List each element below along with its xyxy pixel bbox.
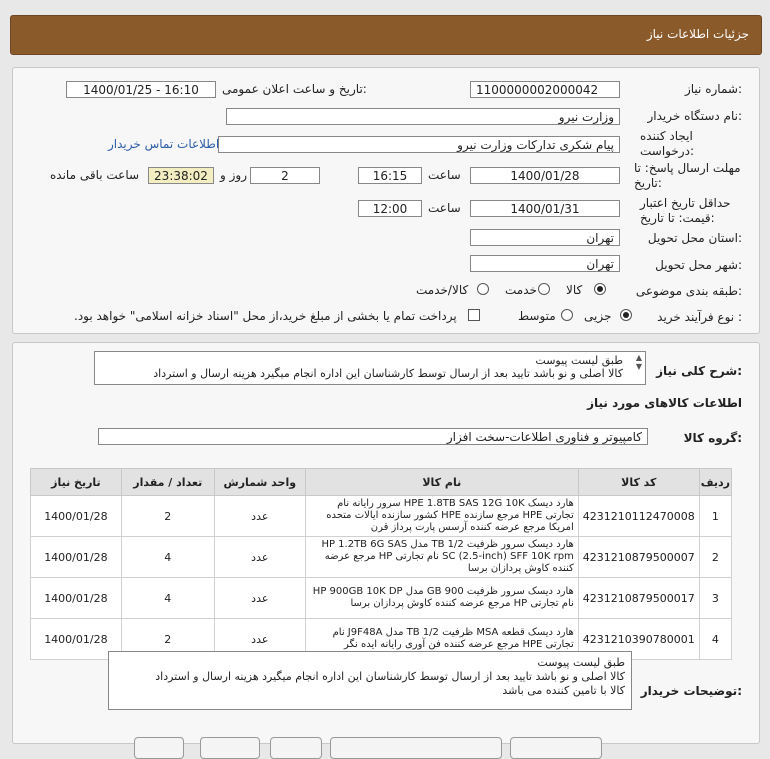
description-line-2: کالا اصلی و نو باشد تایید بعد از ارسال توسط کارشناسان این اداره انجام میگیرد هزینه ارسال و استرداد xyxy=(153,367,623,380)
category-label: طبقه بندی موضوعی: xyxy=(635,284,742,298)
category-option-goods: کالا xyxy=(566,283,583,297)
buyer-notes-line-2: کالا اصلی و نو باشد تایید بعد از ارسال توسط کارشناسان این اداره انجام میگیرد هزینه ارسال و استرداد xyxy=(155,670,625,683)
province-field: تهران xyxy=(470,229,620,246)
buyer-org-label: نام دستگاه خریدار: xyxy=(647,109,742,123)
item-unit: عدد xyxy=(214,537,305,578)
item-date: 1400/01/28 xyxy=(31,496,122,537)
description-line-1: طبق لیست پیوست xyxy=(535,354,623,367)
category-radio-service[interactable] xyxy=(538,283,550,295)
description-textarea[interactable] xyxy=(94,351,646,385)
item-code: 4231210390780001 xyxy=(578,619,699,660)
col-qty: تعداد / مقدار xyxy=(121,469,214,496)
item-unit: عدد xyxy=(214,578,305,619)
creator-field: پیام شکری تدارکات وزارت نیرو xyxy=(218,136,620,153)
item-date: 1400/01/28 xyxy=(31,537,122,578)
validity-label: حداقل تاریخ اعتبار قیمت: تا تاریخ: xyxy=(640,196,731,225)
buyer-contact-link[interactable]: اطلاعات تماس خریدار xyxy=(108,137,220,151)
process-label: نوع فرآیند خرید : xyxy=(657,310,742,324)
item-name: هارد دیسک سرور ظرفیت 1/2 TB مدل HP 1.2TB 6G SAS SC (2.5-inch) SFF 10K rpm نام تجارتی HP مرجع عرضه کننده کاوش پردازان برسا xyxy=(305,537,578,578)
action-button-4[interactable] xyxy=(330,737,502,759)
announce-label: تاریخ و ساعت اعلان عمومی: xyxy=(222,82,367,96)
action-button-2[interactable] xyxy=(200,737,260,759)
goods-group-field: کامپیوتر و فناوری اطلاعات-سخت افزار xyxy=(98,428,648,445)
col-name: نام کالا xyxy=(305,469,578,496)
item-code: 4231210112470008 xyxy=(578,496,699,537)
days-label: روز و xyxy=(220,168,247,182)
item-qty: 4 xyxy=(121,537,214,578)
scroll-arrows-icon[interactable]: ▲ ▼ xyxy=(635,353,642,371)
item-name: هارد دیسک قطعه MSA ظرفیت 1/2 TB مدل J9F48A نام تجارتی HPE مرجع عرضه کننده فن آوری رایانه ایده نگر xyxy=(305,619,578,660)
process-radio-medium[interactable] xyxy=(561,309,573,321)
row-number: 3 xyxy=(699,578,731,619)
action-button-1[interactable] xyxy=(134,737,184,759)
buyer-notes-box xyxy=(108,651,632,710)
deadline-date-field: 1400/01/28 xyxy=(470,167,620,184)
payment-note: پرداخت تمام یا بخشی از مبلغ خرید،از محل "اسناد خزانه اسلامی" خواهد بود. xyxy=(74,309,457,323)
category-radio-both[interactable] xyxy=(477,283,489,295)
item-name: هارد دیسک سرور ظرفیت 900 GB مدل HP 900GB 10K DP نام تجارتی HP مرجع عرضه کننده کاوش پردازان برسا xyxy=(305,578,578,619)
col-code: کد کالا xyxy=(578,469,699,496)
announce-field: 1400/01/25 - 16:10 xyxy=(66,81,216,98)
page-title: جزئیات اطلاعات نیاز xyxy=(646,27,749,41)
buyer-notes-line-3: کالا با تامین کننده می باشد xyxy=(502,684,625,697)
item-code: 4231210879500007 xyxy=(578,537,699,578)
buyer-notes-line-1: طبق لیست پیوست xyxy=(537,656,625,669)
item-unit: عدد xyxy=(214,496,305,537)
table-row xyxy=(31,578,732,619)
goods-section-title: اطلاعات کالاهای مورد نیاز xyxy=(587,396,742,410)
city-label: شهر محل تحویل: xyxy=(655,258,742,272)
treasury-payment-checkbox[interactable] xyxy=(468,309,480,321)
city-field: تهران xyxy=(470,255,620,272)
row-number: 4 xyxy=(699,619,731,660)
deadline-label: مهلت ارسال پاسخ: تا تاریخ: xyxy=(634,161,741,190)
remaining-label: ساعت باقی مانده xyxy=(50,168,140,182)
process-option-medium: متوسط xyxy=(518,309,556,323)
category-radio-goods[interactable] xyxy=(594,283,606,295)
page-header xyxy=(10,15,762,55)
deadline-time-label: ساعت xyxy=(428,168,461,182)
process-radio-minor[interactable] xyxy=(620,309,632,321)
col-unit: واحد شمارش xyxy=(214,469,305,496)
item-qty: 2 xyxy=(121,619,214,660)
days-field: 2 xyxy=(250,167,320,184)
table-row xyxy=(31,496,732,537)
process-option-minor: جزیی xyxy=(584,309,612,323)
col-date: تاریخ نیاز xyxy=(31,469,122,496)
action-button-5[interactable] xyxy=(510,737,602,759)
item-date: 1400/01/28 xyxy=(31,578,122,619)
action-button-3[interactable] xyxy=(270,737,322,759)
deadline-time-field: 16:15 xyxy=(358,167,422,184)
buyer-org-field: وزارت نیرو xyxy=(226,108,620,125)
validity-time-label: ساعت xyxy=(428,201,461,215)
remaining-time-field: 23:38:02 xyxy=(148,167,214,184)
validity-time-field: 12:00 xyxy=(358,200,422,217)
item-qty: 4 xyxy=(121,578,214,619)
province-label: استان محل تحویل: xyxy=(647,231,742,245)
row-number: 2 xyxy=(699,537,731,578)
category-option-service: خدمت xyxy=(505,283,537,297)
category-option-both: کالا/خدمت xyxy=(416,283,469,297)
creator-label: ایجاد کننده درخواست: xyxy=(640,129,694,158)
item-code: 4231210879500017 xyxy=(578,578,699,619)
item-name: هارد دیسک HPE 1.8TB SAS 12G 10K سرور رایانه نام تجارتی HPE مرجع سازنده HPE کشور سازنده ایالات متحده امریکا مرجع عرضه کننده آرسس پارت پرداز قرن xyxy=(305,496,578,537)
buyer-notes-label: توضیحات خریدار: xyxy=(640,684,742,698)
col-row: ردیف xyxy=(699,469,731,496)
validity-date-field: 1400/01/31 xyxy=(470,200,620,217)
items-table xyxy=(30,468,732,660)
item-date: 1400/01/28 xyxy=(31,619,122,660)
item-qty: 2 xyxy=(121,496,214,537)
table-row xyxy=(31,537,732,578)
goods-group-label: گروه کالا: xyxy=(683,431,742,445)
row-number: 1 xyxy=(699,496,731,537)
description-label: شرح کلی نیاز: xyxy=(656,364,742,378)
item-unit: عدد xyxy=(214,619,305,660)
need-number-label: شماره نیاز: xyxy=(684,82,742,96)
need-number-field: 1100000002000042 xyxy=(470,81,620,98)
